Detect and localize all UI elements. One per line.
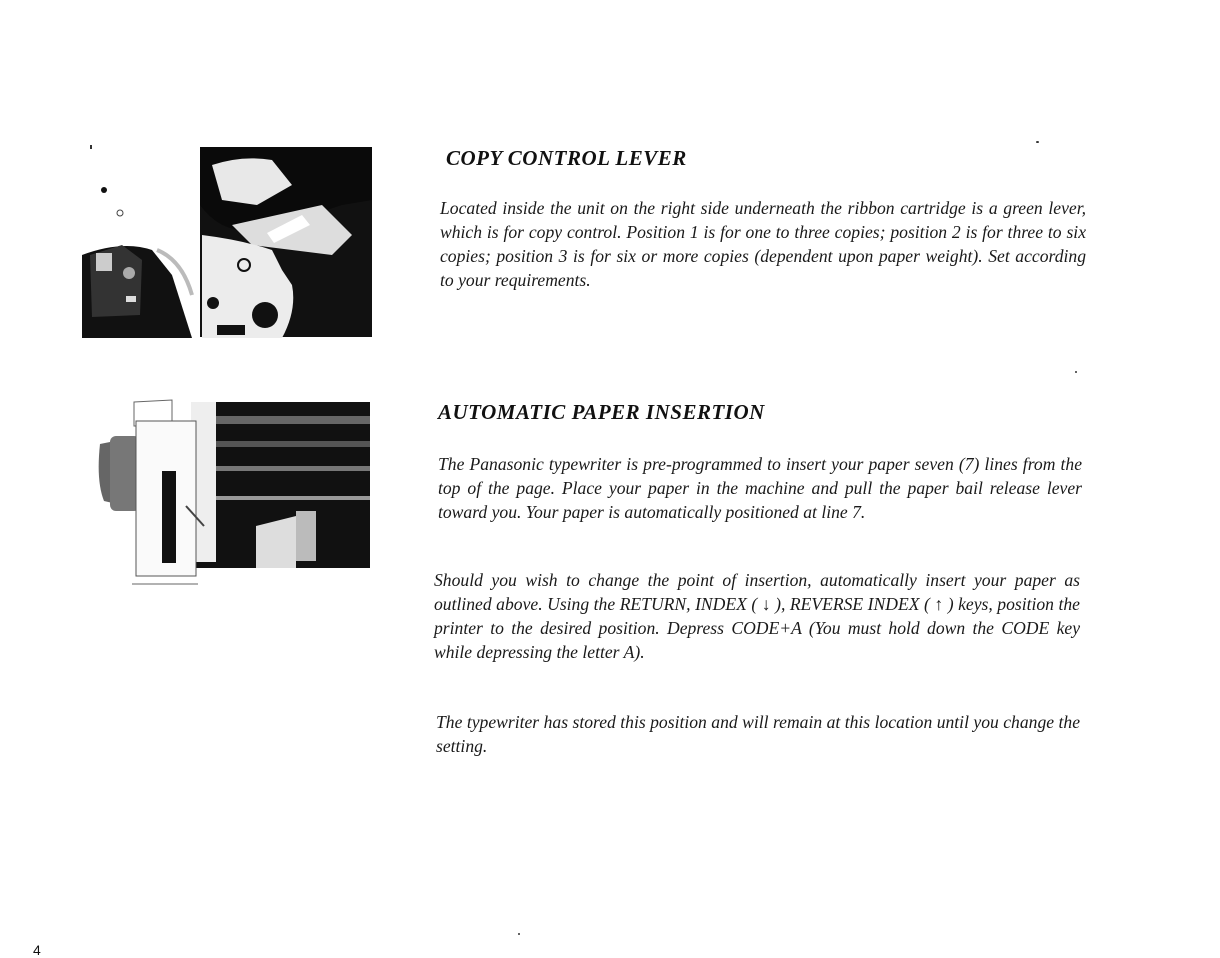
page-number: 4: [33, 942, 41, 958]
scan-speck: [1036, 141, 1039, 143]
copy-control-lever-heading: COPY CONTROL LEVER: [446, 146, 687, 170]
paper-insertion-photo: [96, 396, 370, 591]
copy-control-lever-text: Located inside the unit on the right side underneath the ribbon cartridge is a green lever, which is for copy control. Position 1 is for one to three copies; position 2 is for three to six copies; position 3 is for six or more copies (dependent upon paper weight). Set according to your requirements.: [440, 198, 1086, 290]
scan-speck: [518, 933, 520, 935]
paper-insertion-paragraph-2: Should you wish to change the point of insertion, automatically insert your paper as outlined above. Using the RETURN, INDEX ( ↓ ), REVERSE INDEX ( ↑ ) keys, position the printer to the desired position. Depress CODE+A (You must hold down the CODE key while depressing the letter A).: [434, 570, 1080, 662]
paper-insertion-paragraph-1: The Panasonic typewriter is pre-programmed to insert your paper seven (7) lines from the top of the page. Place your paper in the machine and pull the paper bail release lever toward you. Your paper is automatically positioned at line 7.: [438, 454, 1082, 522]
automatic-paper-insertion-heading: AUTOMATIC PAPER INSERTION: [438, 400, 765, 424]
paper-insertion-paragraph-3: The typewriter has stored this position and will remain at this location until you change the setting.: [436, 712, 1080, 756]
scan-speck: [1075, 371, 1077, 373]
copy-control-lever-photo: [82, 145, 372, 338]
